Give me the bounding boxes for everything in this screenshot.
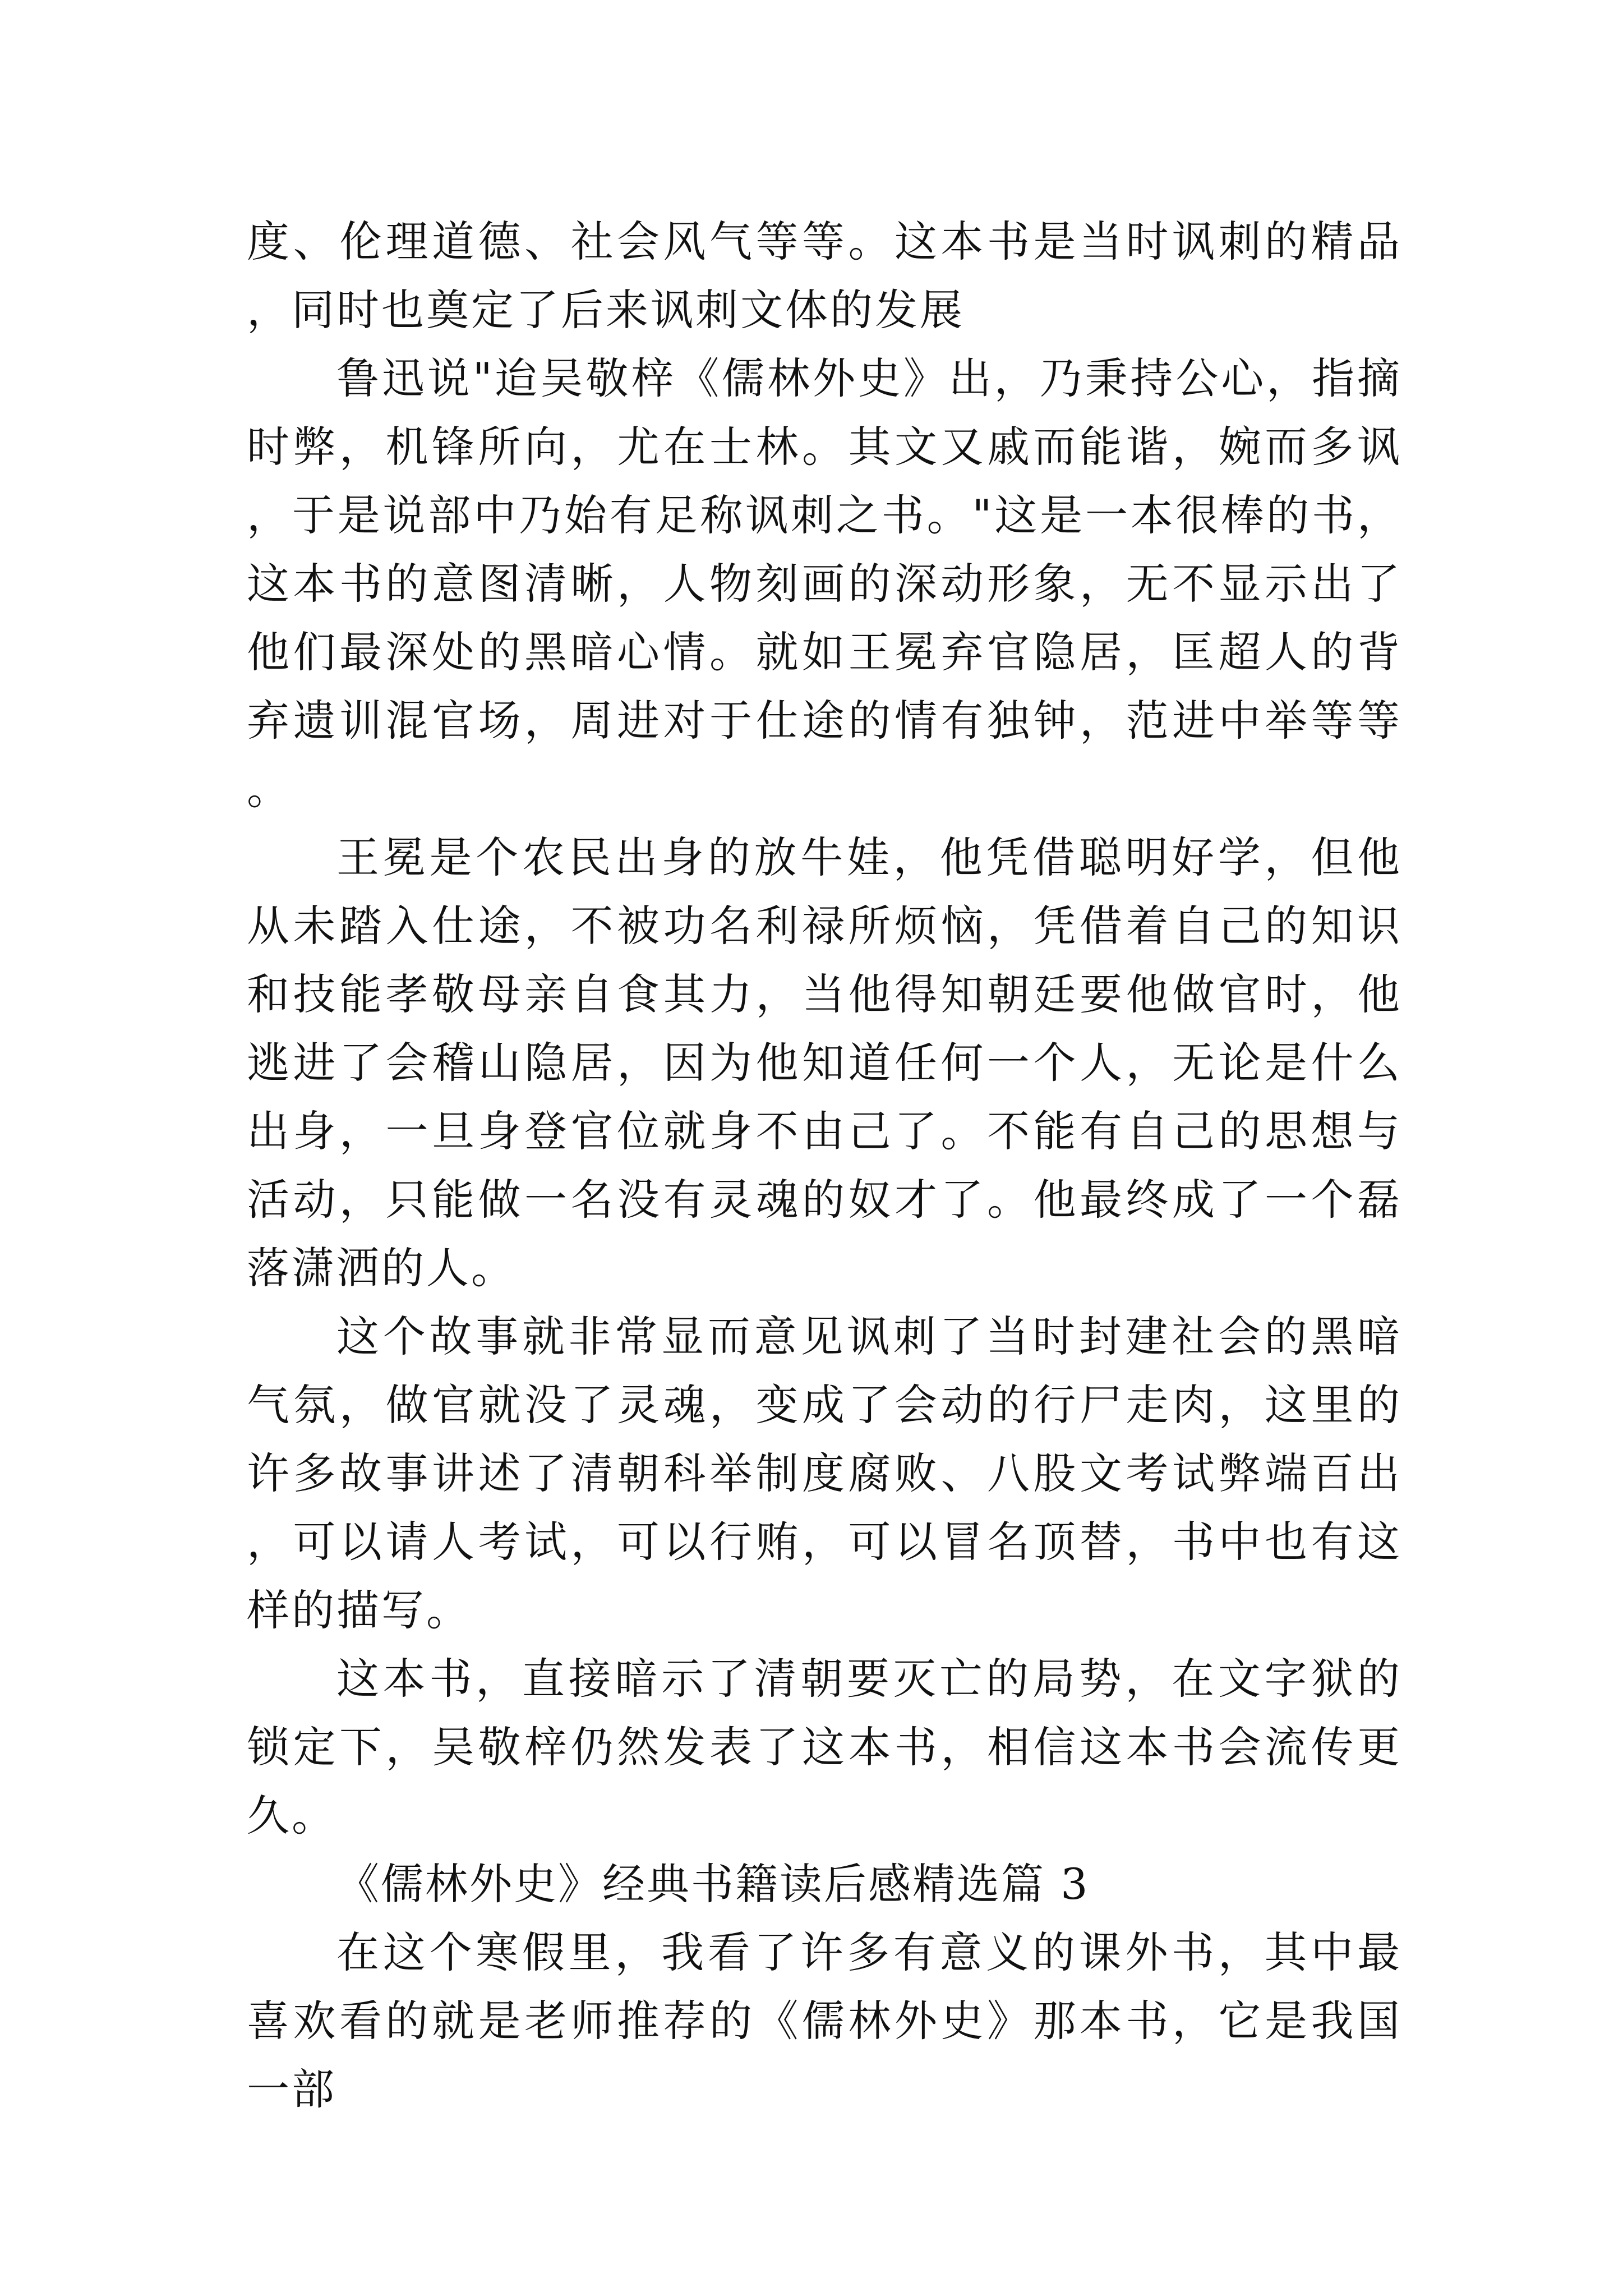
section-heading: 《儒林外史》经典书籍读后感精选篇 3 [336, 1859, 1090, 1909]
paragraph-winter-break: 在这个寒假里，我看了许多有意义的课外书，其中最喜欢看的就是老师推荐的《儒林外史》那本书，它是我国一部 [247, 1927, 1402, 2114]
paragraph-continuation: 度、伦理道德、社会风气等等。这本书是当时讽刺的精品，同时也奠定了后来讽刺文体的发展 [247, 217, 1402, 335]
paragraph-conclusion: 这本书，直接暗示了清朝要灭亡的局势，在文字狱的锁定下，吴敬梓仍然发表了这本书，相信这本书会流传更久。 [247, 1654, 1402, 1841]
paragraph-satire: 这个故事就非常显而意见讽刺了当时封建社会的黑暗气氛，做官就没了灵魂，变成了会动的行尸走肉，这里的许多故事讲述了清朝科举制度腐败、八股文考试弊端百出，可以请人考试，可以行贿，可以冒名顶替，书中也有这样的描写。 [247, 1312, 1402, 1635]
paragraph-lu-xun-quote: 鲁迅说"迨吴敬梓《儒林外史》出，乃秉持公心，指摘时弊，机锋所向，尤在士林。其文又戚而能谐，婉而多讽，于是说部中乃始有足称讽刺之书。"这是一本很棒的书，这本书的意图清晰，人物刻画的深动形象，无不显示出了他们最深处的黑暗心情。就如王冕弃官隐居，匡超人的背弃遗训混官场，周进对于仕途的情有独钟，范进中举等等。 [247, 353, 1402, 814]
document-body [247, 208, 1402, 2124]
paragraph-wang-mian: 王冕是个农民出身的放牛娃，他凭借聪明好学，但他从未踏入仕途，不被功名利禄所烦恼，凭借着自己的知识和技能孝敬母亲自食其力，当他得知朝廷要他做官时，他逃进了会稽山隐居，因为他知道任何一个人，无论是什么出身，一旦身登官位就身不由己了。不能有自己的思想与活动，只能做一名没有灵魂的奴才了。他最终成了一个磊落潇洒的人。 [247, 832, 1402, 1293]
